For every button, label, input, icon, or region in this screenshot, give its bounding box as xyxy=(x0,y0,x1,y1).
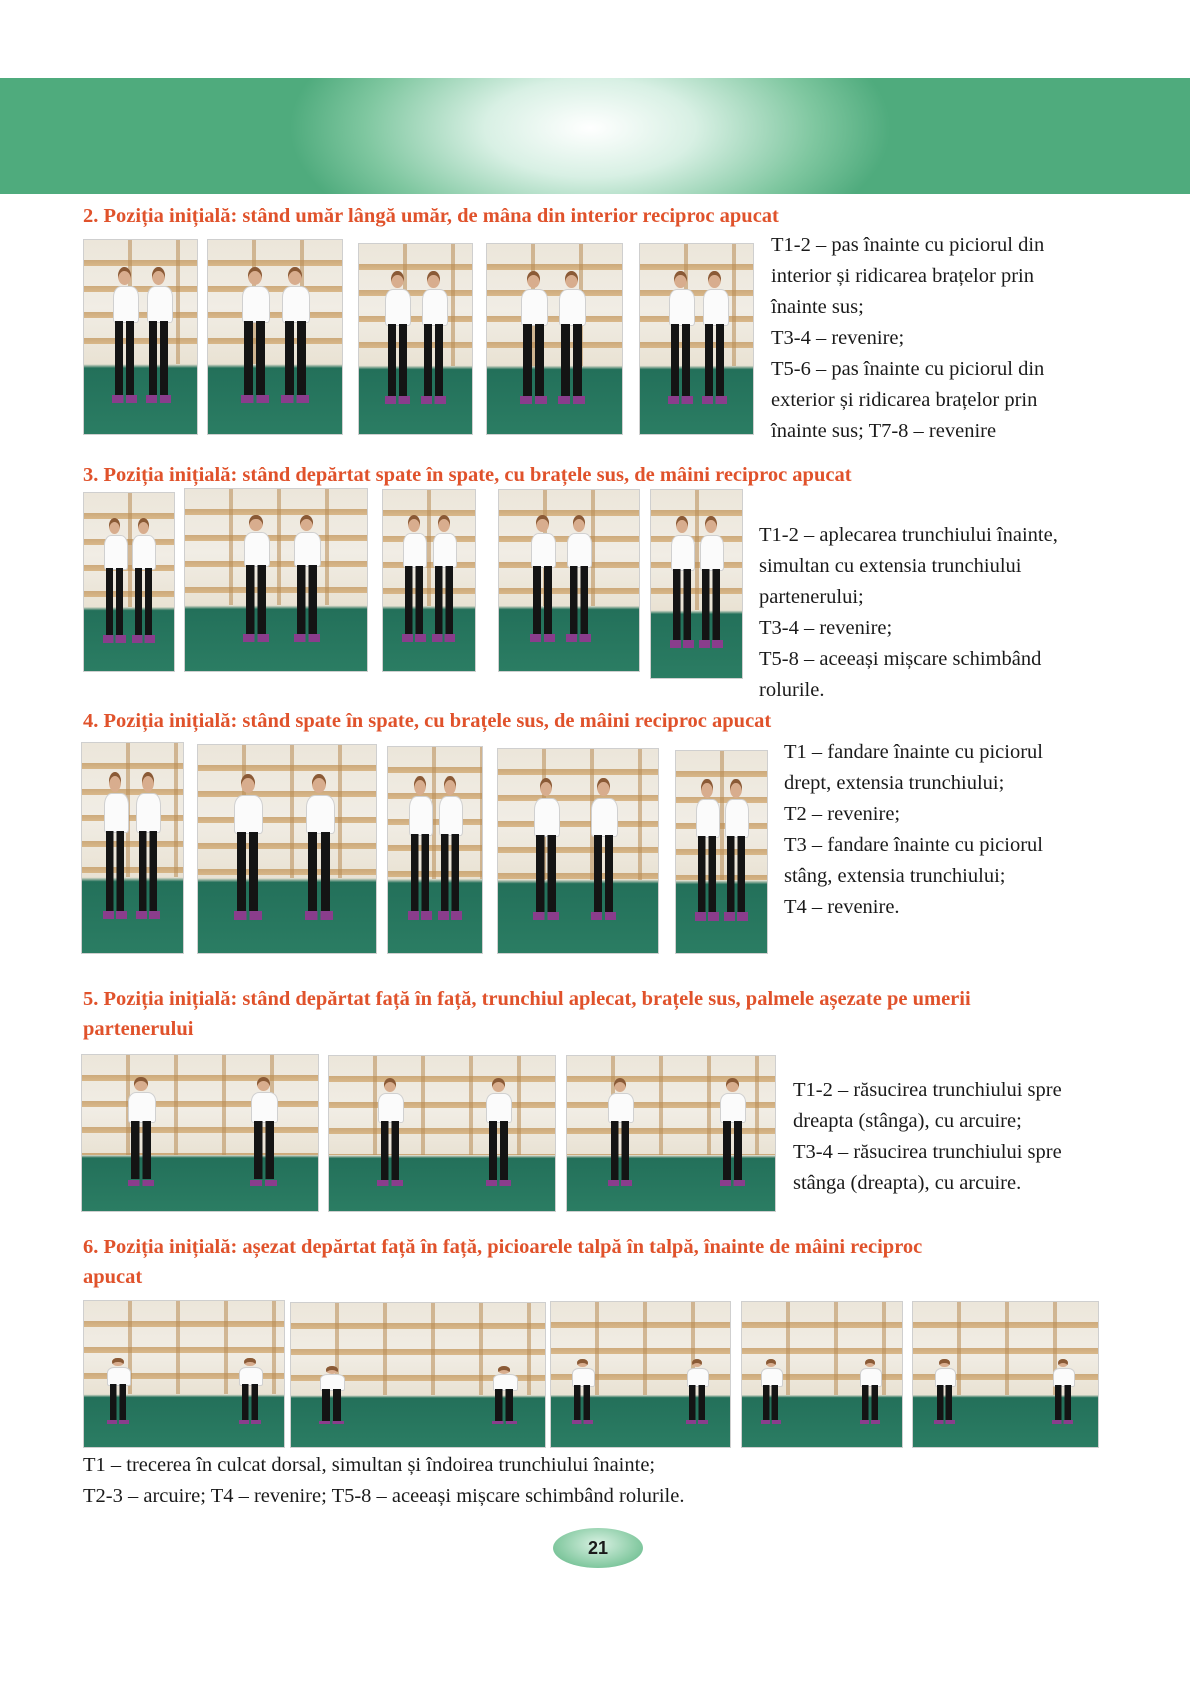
exercise-photo xyxy=(207,239,343,435)
exercise-photo xyxy=(184,488,368,672)
section-2-description: T1-2 – pas înainte cu piciorul din interior și ridicarea brațelor prin înainte sus; T3-4 – revenire; T5-6 – pas înainte cu piciorul din exterior și ridicarea brațelor prin înainte sus; T7-8 – revenire xyxy=(771,234,1045,442)
exercise-photo xyxy=(290,1302,546,1448)
exercise-photo xyxy=(197,744,377,954)
section-6-heading: 6. Poziția inițială: așezat depărtat față în față, picioarele talpă în talpă, înainte de mâini reciproc apucat xyxy=(83,1236,923,1288)
exercise-photo xyxy=(83,1300,285,1448)
exercise-photo xyxy=(358,243,473,435)
exercise-photo xyxy=(387,746,483,954)
section-3-description: T1-2 – aplecarea trunchiului înainte, simultan cu extensia trunchiului partenerului; T3-4 – revenire; T5-8 – aceeași mișcare schimbând rolurile. xyxy=(759,524,1058,701)
exercise-photo xyxy=(83,492,175,672)
exercise-photo xyxy=(639,243,754,435)
exercise-photo xyxy=(81,1054,319,1212)
exercise-photo xyxy=(81,742,184,954)
exercise-photo xyxy=(382,489,476,672)
exercise-photo xyxy=(83,239,198,435)
section-2-heading: 2. Poziția inițială: stând umăr lângă umăr, de mâna din interior reciproc apucat xyxy=(83,205,779,227)
exercise-photo xyxy=(550,1301,731,1448)
section-5-heading: 5. Poziția inițială: stând depărtat față în față, trunchiul aplecat, brațele sus, palmele așezate pe umerii partenerului xyxy=(83,988,971,1040)
section-6-description: T1 – trecerea în culcat dorsal, simultan și îndoirea trunchiului înainte; T2-3 – arcuire; T4 – revenire; T5-8 – aceeași mișcare schimbând rolurile. xyxy=(83,1454,685,1507)
exercise-photo xyxy=(912,1301,1099,1448)
exercise-photo xyxy=(675,750,768,954)
section-4-description: T1 – fandare înainte cu piciorul drept, extensia trunchiului; T2 – revenire; T3 – fandare înainte cu piciorul stâng, extensia trunchiului; T4 – revenire. xyxy=(784,741,1043,918)
exercise-photo xyxy=(497,748,659,954)
header-banner xyxy=(0,78,1190,194)
section-4-heading: 4. Poziția inițială: stând spate în spate, cu brațele sus, de mâini reciproc apucat xyxy=(83,710,772,732)
exercise-photo xyxy=(741,1301,903,1448)
exercise-photo xyxy=(566,1055,776,1212)
exercise-photo xyxy=(328,1055,556,1212)
exercise-photo xyxy=(498,489,640,672)
exercise-photo xyxy=(486,243,623,435)
section-5-description: T1-2 – răsucirea trunchiului spre dreapta (stânga), cu arcuire; T3-4 – răsucirea trunchiului spre stânga (dreapta), cu arcuire. xyxy=(793,1079,1062,1194)
section-3-heading: 3. Poziția inițială: stând depărtat spate în spate, cu brațele sus, de mâini reciproc apucat xyxy=(83,464,852,486)
page-number: 21 xyxy=(553,1528,643,1568)
exercise-photo xyxy=(650,489,743,679)
